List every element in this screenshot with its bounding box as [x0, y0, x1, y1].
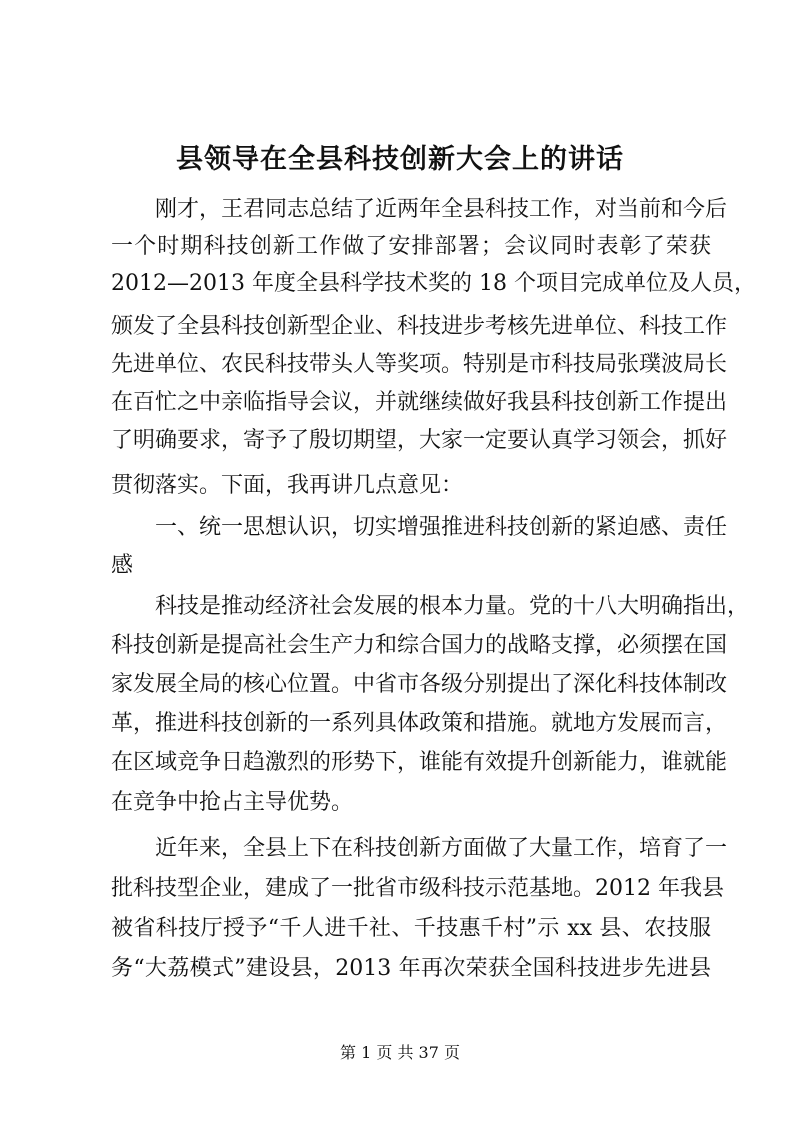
text-line: 一个时期科技创新工作做了安排部署；会议同时表彰了荣获	[111, 234, 711, 259]
section-heading-line: 感	[111, 553, 134, 578]
text-line: 了明确要求，寄予了殷切期望，大家一定要认真学习领会，抓好	[111, 428, 728, 453]
text-line: 批科技型企业，建成了一批省市级科技示范基地。2012 年我县	[111, 876, 724, 901]
text-line: 刚才，王君同志总结了近两年全县科技工作，对当前和今后	[111, 197, 728, 222]
text-line: 先进单位、农民科技带头人等奖项。特别是市科技局张璞波局长	[111, 352, 728, 377]
text-line: 被省科技厅授予“千人进千社、千技惠千村”示 xx 县、农技服	[111, 916, 711, 941]
text-line: 家发展全局的核心位置。中省市各级分别提出了深化科技体制改	[111, 672, 728, 697]
text-line: 科技创新是提高社会生产力和综合国力的战略支撑，必须摆在国	[111, 633, 728, 658]
text-line: 务“大荔模式”建设县，2013 年再次荣获全国科技进步先进县	[111, 956, 711, 981]
text-line: 在区域竞争日趋激烈的形势下，谁能有效提升创新能力，谁就能	[111, 750, 728, 775]
text-line: 革，推进科技创新的一系列具体政策和措施。就地方发展而言，	[111, 711, 728, 736]
page-footer: 第 1 页 共 37 页	[340, 1043, 460, 1062]
text-line: 颁发了全县科技创新型企业、科技进步考核先进单位、科技工作	[111, 314, 728, 339]
text-line: 在竞争中抢占主导优势。	[111, 790, 354, 815]
text-line: 贯彻落实。下面，我再讲几点意见：	[111, 473, 464, 498]
text-line: 科技是推动经济社会发展的根本力量。党的十八大明确指出，	[111, 594, 750, 619]
document-title: 县领导在全县科技创新大会上的讲话	[176, 144, 624, 175]
section-heading-line: 一、统一思想认识，切实增强推进科技创新的紧迫感、责任	[111, 515, 728, 540]
text-line: 近年来，全县上下在科技创新方面做了大量工作，培育了一	[111, 836, 728, 861]
text-line: 2012—2013 年度全县科学技术奖的 18 个项目完成单位及人员，	[111, 271, 756, 296]
text-line: 在百忙之中亲临指导会议，并就继续做好我县科技创新工作提出	[111, 390, 728, 415]
